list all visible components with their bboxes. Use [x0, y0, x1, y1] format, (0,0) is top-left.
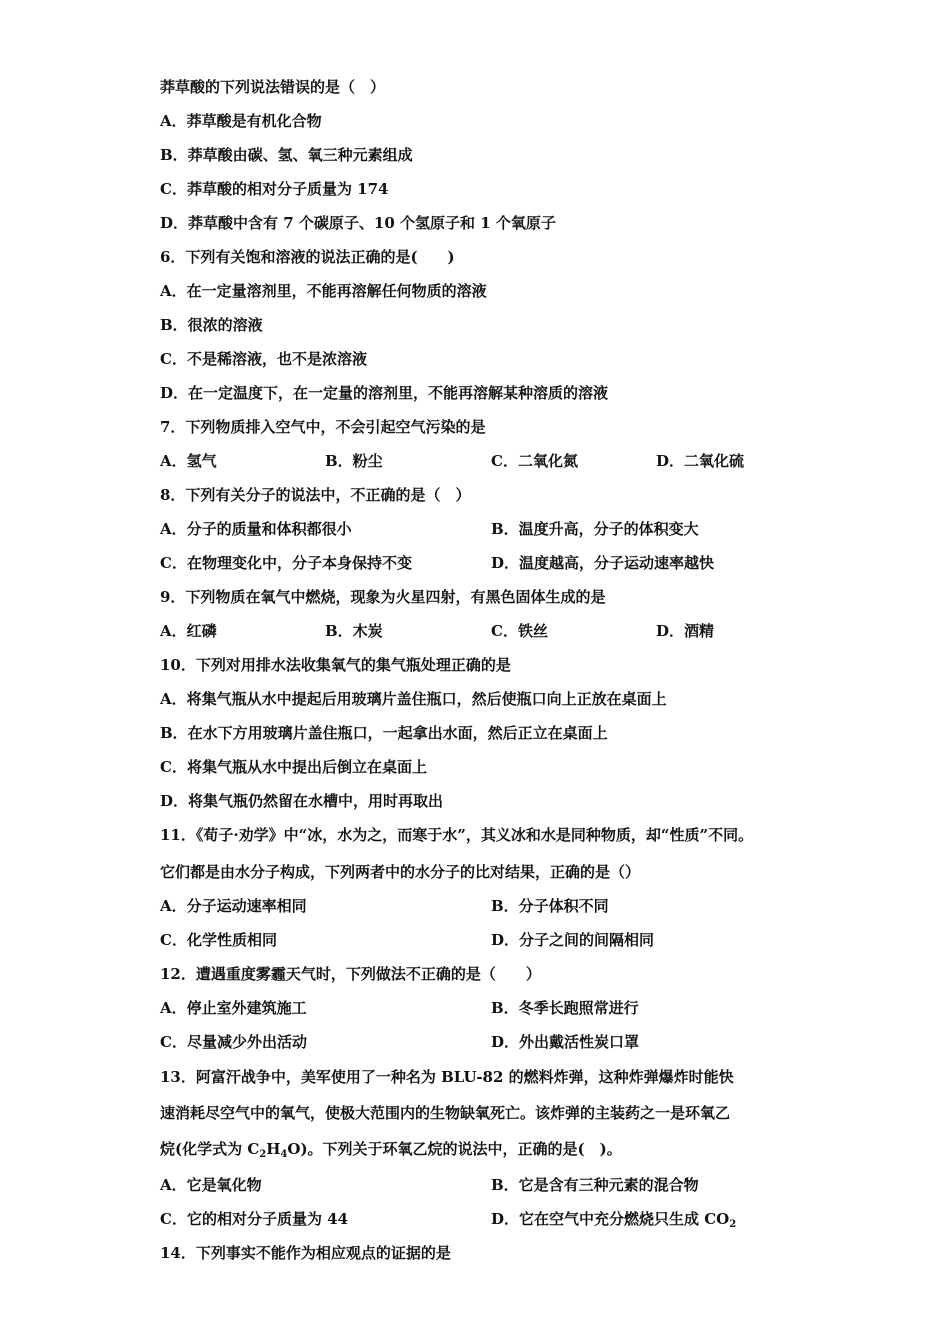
- q7-option-a: A．氢气: [160, 452, 217, 470]
- q11-option-b: B．分子体积不同: [491, 897, 609, 915]
- q11-stem-line1: 11．《荀子·劝学》中“冰，水为之，而寒于水”，其义冰和水是同种物质，却“性质”不同。: [160, 826, 754, 844]
- q12-stem: 12．遭遇重度雾霾天气时，下列做法不正确的是（ ）: [160, 965, 541, 983]
- q10-option-c: C．将集气瓶从水中提出后倒立在桌面上: [160, 758, 427, 776]
- q11-option-c: C．化学性质相同: [160, 931, 277, 949]
- q13-option-d-subscript: 2: [729, 1219, 737, 1230]
- q13-option-d: [491, 1209, 736, 1235]
- q13-stem-text-pre: 烷(化学式为 C: [160, 1140, 260, 1158]
- q5-option-a: A．莽草酸是有机化合物: [160, 112, 322, 130]
- q11-option-a: A．分子运动速率相同: [160, 897, 307, 915]
- q7-option-d: D．二氧化硫: [656, 452, 745, 470]
- q8-option-d: D．温度越高，分子运动速率越快: [491, 554, 715, 572]
- q9-option-a: A．红磷: [160, 622, 217, 640]
- q13-stem-text-h: H: [266, 1140, 281, 1158]
- q13-stem-text-post: O)。下列关于环氧乙烷的说法中，正确的是( )。: [287, 1140, 622, 1158]
- q13-option-d-text: D．它在空气中充分燃烧只生成 CO: [491, 1210, 730, 1228]
- q8-stem: 8．下列有关分子的说法中，不正确的是（ ）: [160, 486, 471, 504]
- q8-option-a: A．分子的质量和体积都很小: [160, 520, 352, 538]
- q6-option-d: D．在一定温度下，在一定量的溶剂里，不能再溶解某种溶质的溶液: [160, 384, 609, 402]
- q7-option-b: B．粉尘: [325, 452, 383, 470]
- q9-option-b: B．木炭: [325, 622, 383, 640]
- q9-option-d: D．酒精: [656, 622, 715, 640]
- q5-option-d: D．莽草酸中含有 7 个碳原子、10 个氢原子和 1 个氧原子: [160, 214, 556, 232]
- q6-option-c: C．不是稀溶液，也不是浓溶液: [160, 350, 367, 368]
- q11-stem-line2: 它们都是由水分子构成，下列两者中的水分子的比对结果，正确的是（）: [160, 863, 641, 881]
- q8-option-c: C．在物理变化中，分子本身保持不变: [160, 554, 412, 572]
- q14-stem: 14．下列事实不能作为相应观点的证据的是: [160, 1244, 451, 1262]
- q5-option-b: B．莽草酸由碳、氢、氧三种元素组成: [160, 146, 413, 164]
- q10-option-a: A．将集气瓶从水中提起后用玻璃片盖住瓶口，然后使瓶口向上正放在桌面上: [160, 690, 667, 708]
- q13-subscript-4: 4: [280, 1149, 288, 1160]
- q5-option-c: C．莽草酸的相对分子质量为 174: [160, 180, 389, 198]
- q6-stem: 6．下列有关饱和溶液的说法正确的是( ): [160, 248, 455, 266]
- q13-option-c: C．它的相对分子质量为 44: [160, 1210, 349, 1228]
- q9-stem: 9．下列物质在氧气中燃烧，现象为火星四射，有黑色固体生成的是: [160, 588, 606, 606]
- q6-option-b: B．很浓的溶液: [160, 316, 263, 334]
- q7-stem: 7．下列物质排入空气中，不会引起空气污染的是: [160, 418, 486, 436]
- q12-option-d: D．外出戴活性炭口罩: [491, 1033, 640, 1051]
- q10-stem: 10．下列对用排水法收集氧气的集气瓶处理正确的是: [160, 656, 511, 674]
- q13-stem-line2: 速消耗尽空气中的氧气，使极大范围内的生物缺氧死亡。该炸弹的主装药之一是环氧乙: [160, 1104, 731, 1122]
- q8-option-b: B．温度升高，分子的体积变大: [491, 520, 699, 538]
- q13-option-a: A．它是氧化物: [160, 1176, 262, 1194]
- q5-stem: 莽草酸的下列说法错误的是（ ）: [160, 78, 386, 96]
- q12-option-b: B．冬季长跑照常进行: [491, 999, 639, 1017]
- q11-option-d: D．分子之间的间隔相同: [491, 931, 655, 949]
- q12-option-c: C．尽量减少外出活动: [160, 1033, 307, 1051]
- q13-subscript-2: 2: [259, 1149, 267, 1160]
- q13-option-b: B．它是含有三种元素的混合物: [491, 1176, 699, 1194]
- q13-stem-line1: 13．阿富汗战争中，美军使用了一种名为 BLU-82 的燃料炸弹，这种炸弹爆炸时能快: [160, 1068, 734, 1086]
- q9-option-c: C．铁丝: [491, 622, 548, 640]
- q7-option-c: C．二氧化氮: [491, 452, 578, 470]
- q10-option-b: B．在水下方用玻璃片盖住瓶口，一起拿出水面，然后正立在桌面上: [160, 724, 608, 742]
- q10-option-d: D．将集气瓶仍然留在水槽中，用时再取出: [160, 792, 444, 810]
- q12-option-a: A．停止室外建筑施工: [160, 999, 307, 1017]
- q6-option-a: A．在一定量溶剂里，不能再溶解任何物质的溶液: [160, 282, 487, 300]
- q13-stem-line3: [160, 1139, 622, 1165]
